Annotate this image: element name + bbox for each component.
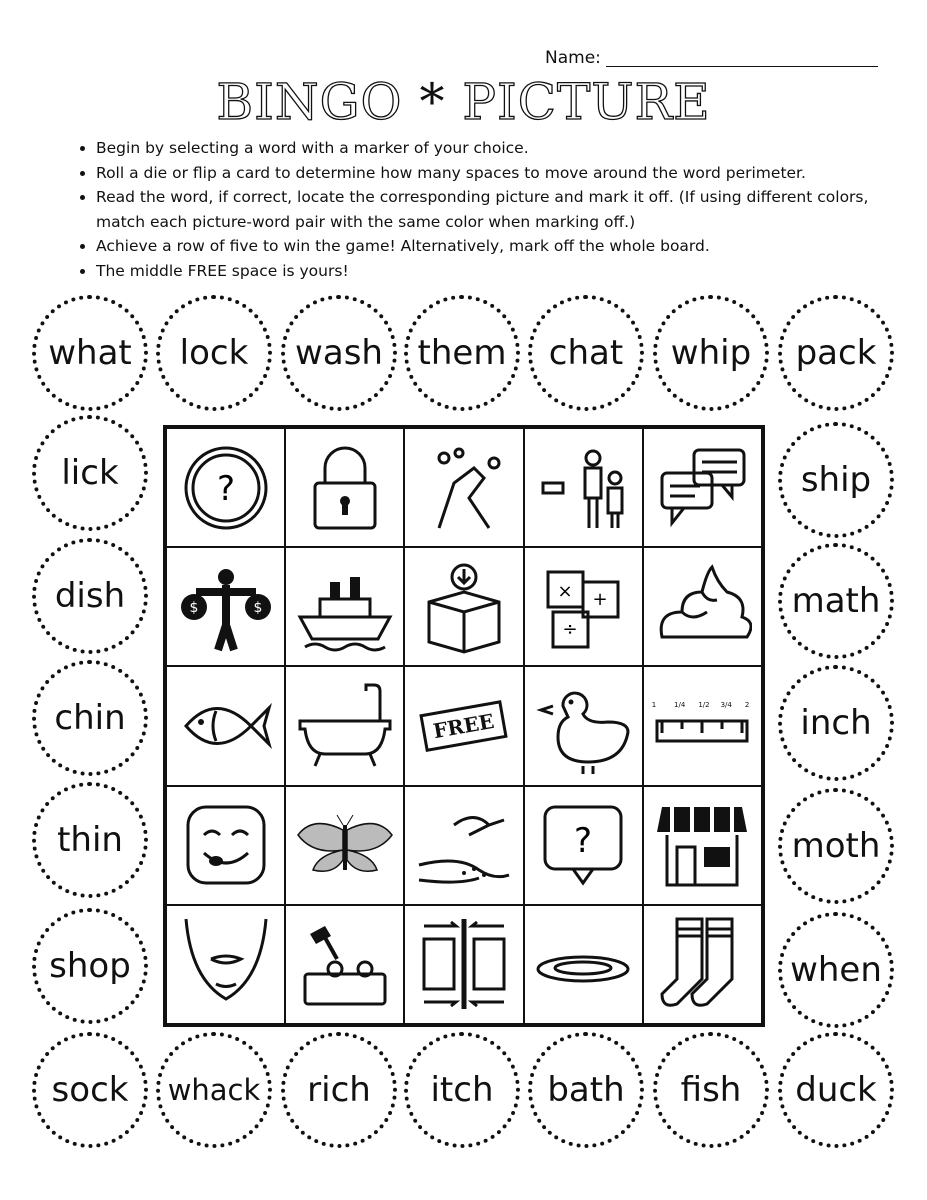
thin-arrows-icon — [414, 914, 514, 1014]
word-circle-chin[interactable]: chin — [32, 660, 148, 776]
word-circle-them[interactable]: them — [404, 295, 520, 411]
svg-text:÷: ÷ — [562, 618, 578, 640]
board-cell-chin[interactable] — [166, 905, 285, 1024]
ruler-label: 3/4 — [720, 701, 732, 710]
board-cell-ship[interactable] — [285, 547, 404, 666]
clock-question-icon — [176, 438, 276, 538]
ruler-label: 1/4 — [674, 701, 686, 710]
word-circle-math[interactable]: math — [778, 543, 894, 659]
chat-bubbles-icon — [652, 438, 752, 538]
title-picture: PICTURE — [462, 73, 711, 131]
word-circle-pack[interactable]: pack — [778, 295, 894, 411]
board-cell-whipped-cream[interactable] — [643, 547, 762, 666]
shop-icon — [652, 795, 752, 895]
svg-text:+: + — [592, 588, 608, 610]
dish-icon — [533, 914, 633, 1014]
ruler-label: 1 — [651, 701, 657, 710]
board-cell-itchy-arm[interactable] — [404, 786, 523, 905]
bingo-board — [163, 425, 765, 1027]
word-circle-lick[interactable]: lick — [32, 415, 148, 531]
word-circle-moth[interactable]: moth — [778, 788, 894, 904]
svg-text:×: × — [557, 580, 573, 602]
instructions-list — [72, 136, 906, 283]
board-cell-clock-question[interactable] — [166, 428, 285, 547]
word-circle-ship[interactable]: ship — [778, 422, 894, 538]
board-cell-fish[interactable] — [166, 666, 285, 785]
fish-icon — [176, 676, 276, 776]
svg-text:$: $ — [253, 599, 263, 616]
board-cell-washing-hands[interactable] — [404, 428, 523, 547]
moth-icon — [295, 795, 395, 895]
page-title — [0, 72, 927, 132]
socks-icon — [652, 914, 752, 1014]
board-cell-pointing-at-people[interactable] — [524, 428, 643, 547]
box-pack-icon — [414, 557, 514, 657]
whack-a-mole-icon — [295, 914, 395, 1014]
board-cell-math-puzzle[interactable] — [524, 547, 643, 666]
board-cell-socks[interactable] — [643, 905, 762, 1024]
word-circle-whip[interactable]: whip — [653, 295, 769, 411]
licking-face-icon — [176, 795, 276, 895]
itchy-arm-icon — [414, 795, 514, 895]
board-cell-shop[interactable] — [643, 786, 762, 905]
question-bubble-icon — [533, 795, 633, 895]
word-circle-fish[interactable]: fish — [653, 1032, 769, 1148]
rule: • Read the word, if correct, locate the corresponding picture and mark it off. (If using different colors, match each picture-word pair with the same color when marking off.) — [96, 185, 906, 234]
word-circle-shop[interactable]: shop — [32, 908, 148, 1024]
word-circle-lock[interactable]: lock — [156, 295, 272, 411]
free-space-label: FREE — [420, 700, 509, 752]
board-cell-licking-face[interactable] — [166, 786, 285, 905]
name-field[interactable] — [606, 66, 878, 67]
word-circle-duck[interactable]: duck — [778, 1032, 894, 1148]
word-circle-what[interactable]: what — [32, 295, 148, 411]
title-bingo: BINGO — [216, 73, 403, 131]
svg-text:$: $ — [189, 599, 199, 616]
word-circle-when[interactable]: when — [778, 912, 894, 1028]
board-cell-man-with-money-bags[interactable] — [166, 547, 285, 666]
ruler-label: 2 — [744, 701, 750, 710]
board-cell-bathtub[interactable] — [285, 666, 404, 785]
word-circle-bath[interactable]: bath — [528, 1032, 644, 1148]
rule: • Roll a die or flip a card to determine how many spaces to move around the word perimeter. — [96, 161, 906, 186]
svg-text:?: ? — [574, 821, 593, 862]
board-cell-free[interactable] — [404, 666, 523, 785]
washing-hands-icon — [414, 438, 514, 538]
name-label: Name: — [545, 48, 601, 68]
board-cell-question-bubble[interactable] — [524, 786, 643, 905]
rule: • Begin by selecting a word with a marker of your choice. — [96, 136, 906, 161]
board-cell-whack-a-mole[interactable] — [285, 905, 404, 1024]
board-cell-moth[interactable] — [285, 786, 404, 905]
whipped-cream-icon — [652, 557, 752, 657]
word-circle-sock[interactable]: sock — [32, 1032, 148, 1148]
word-circle-itch[interactable]: itch — [404, 1032, 520, 1148]
board-cell-padlock[interactable] — [285, 428, 404, 547]
word-circle-dish[interactable]: dish — [32, 538, 148, 654]
board-cell-thin-arrows[interactable] — [404, 905, 523, 1024]
ruler-label: 1/2 — [698, 701, 710, 710]
chin-icon — [176, 914, 276, 1014]
board-cell-dish[interactable] — [524, 905, 643, 1024]
word-circle-thin[interactable]: thin — [32, 782, 148, 898]
title-star: * — [419, 73, 446, 131]
ship-icon — [295, 557, 395, 657]
duck-icon — [533, 676, 633, 776]
padlock-icon — [295, 438, 395, 538]
word-circle-rich[interactable]: rich — [281, 1032, 397, 1148]
ruler-icon — [652, 676, 752, 776]
math-puzzle-icon — [533, 557, 633, 657]
board-cell-chat-bubbles[interactable] — [643, 428, 762, 547]
bathtub-icon — [295, 676, 395, 776]
man-with-money-bags-icon — [176, 557, 276, 657]
svg-text:?: ? — [216, 468, 235, 509]
word-circle-inch[interactable]: inch — [778, 665, 894, 781]
pointing-at-people-icon — [533, 438, 633, 538]
rule: • Achieve a row of five to win the game! Alternatively, mark off the whole board. — [96, 234, 906, 259]
rule: • The middle FREE space is yours! — [96, 259, 906, 284]
board-cell-ruler[interactable] — [643, 666, 762, 785]
board-cell-duck[interactable] — [524, 666, 643, 785]
word-circle-wash[interactable]: wash — [281, 295, 397, 411]
word-circle-whack[interactable]: whack — [156, 1032, 272, 1148]
board-cell-box-pack[interactable] — [404, 547, 523, 666]
word-circle-chat[interactable]: chat — [528, 295, 644, 411]
